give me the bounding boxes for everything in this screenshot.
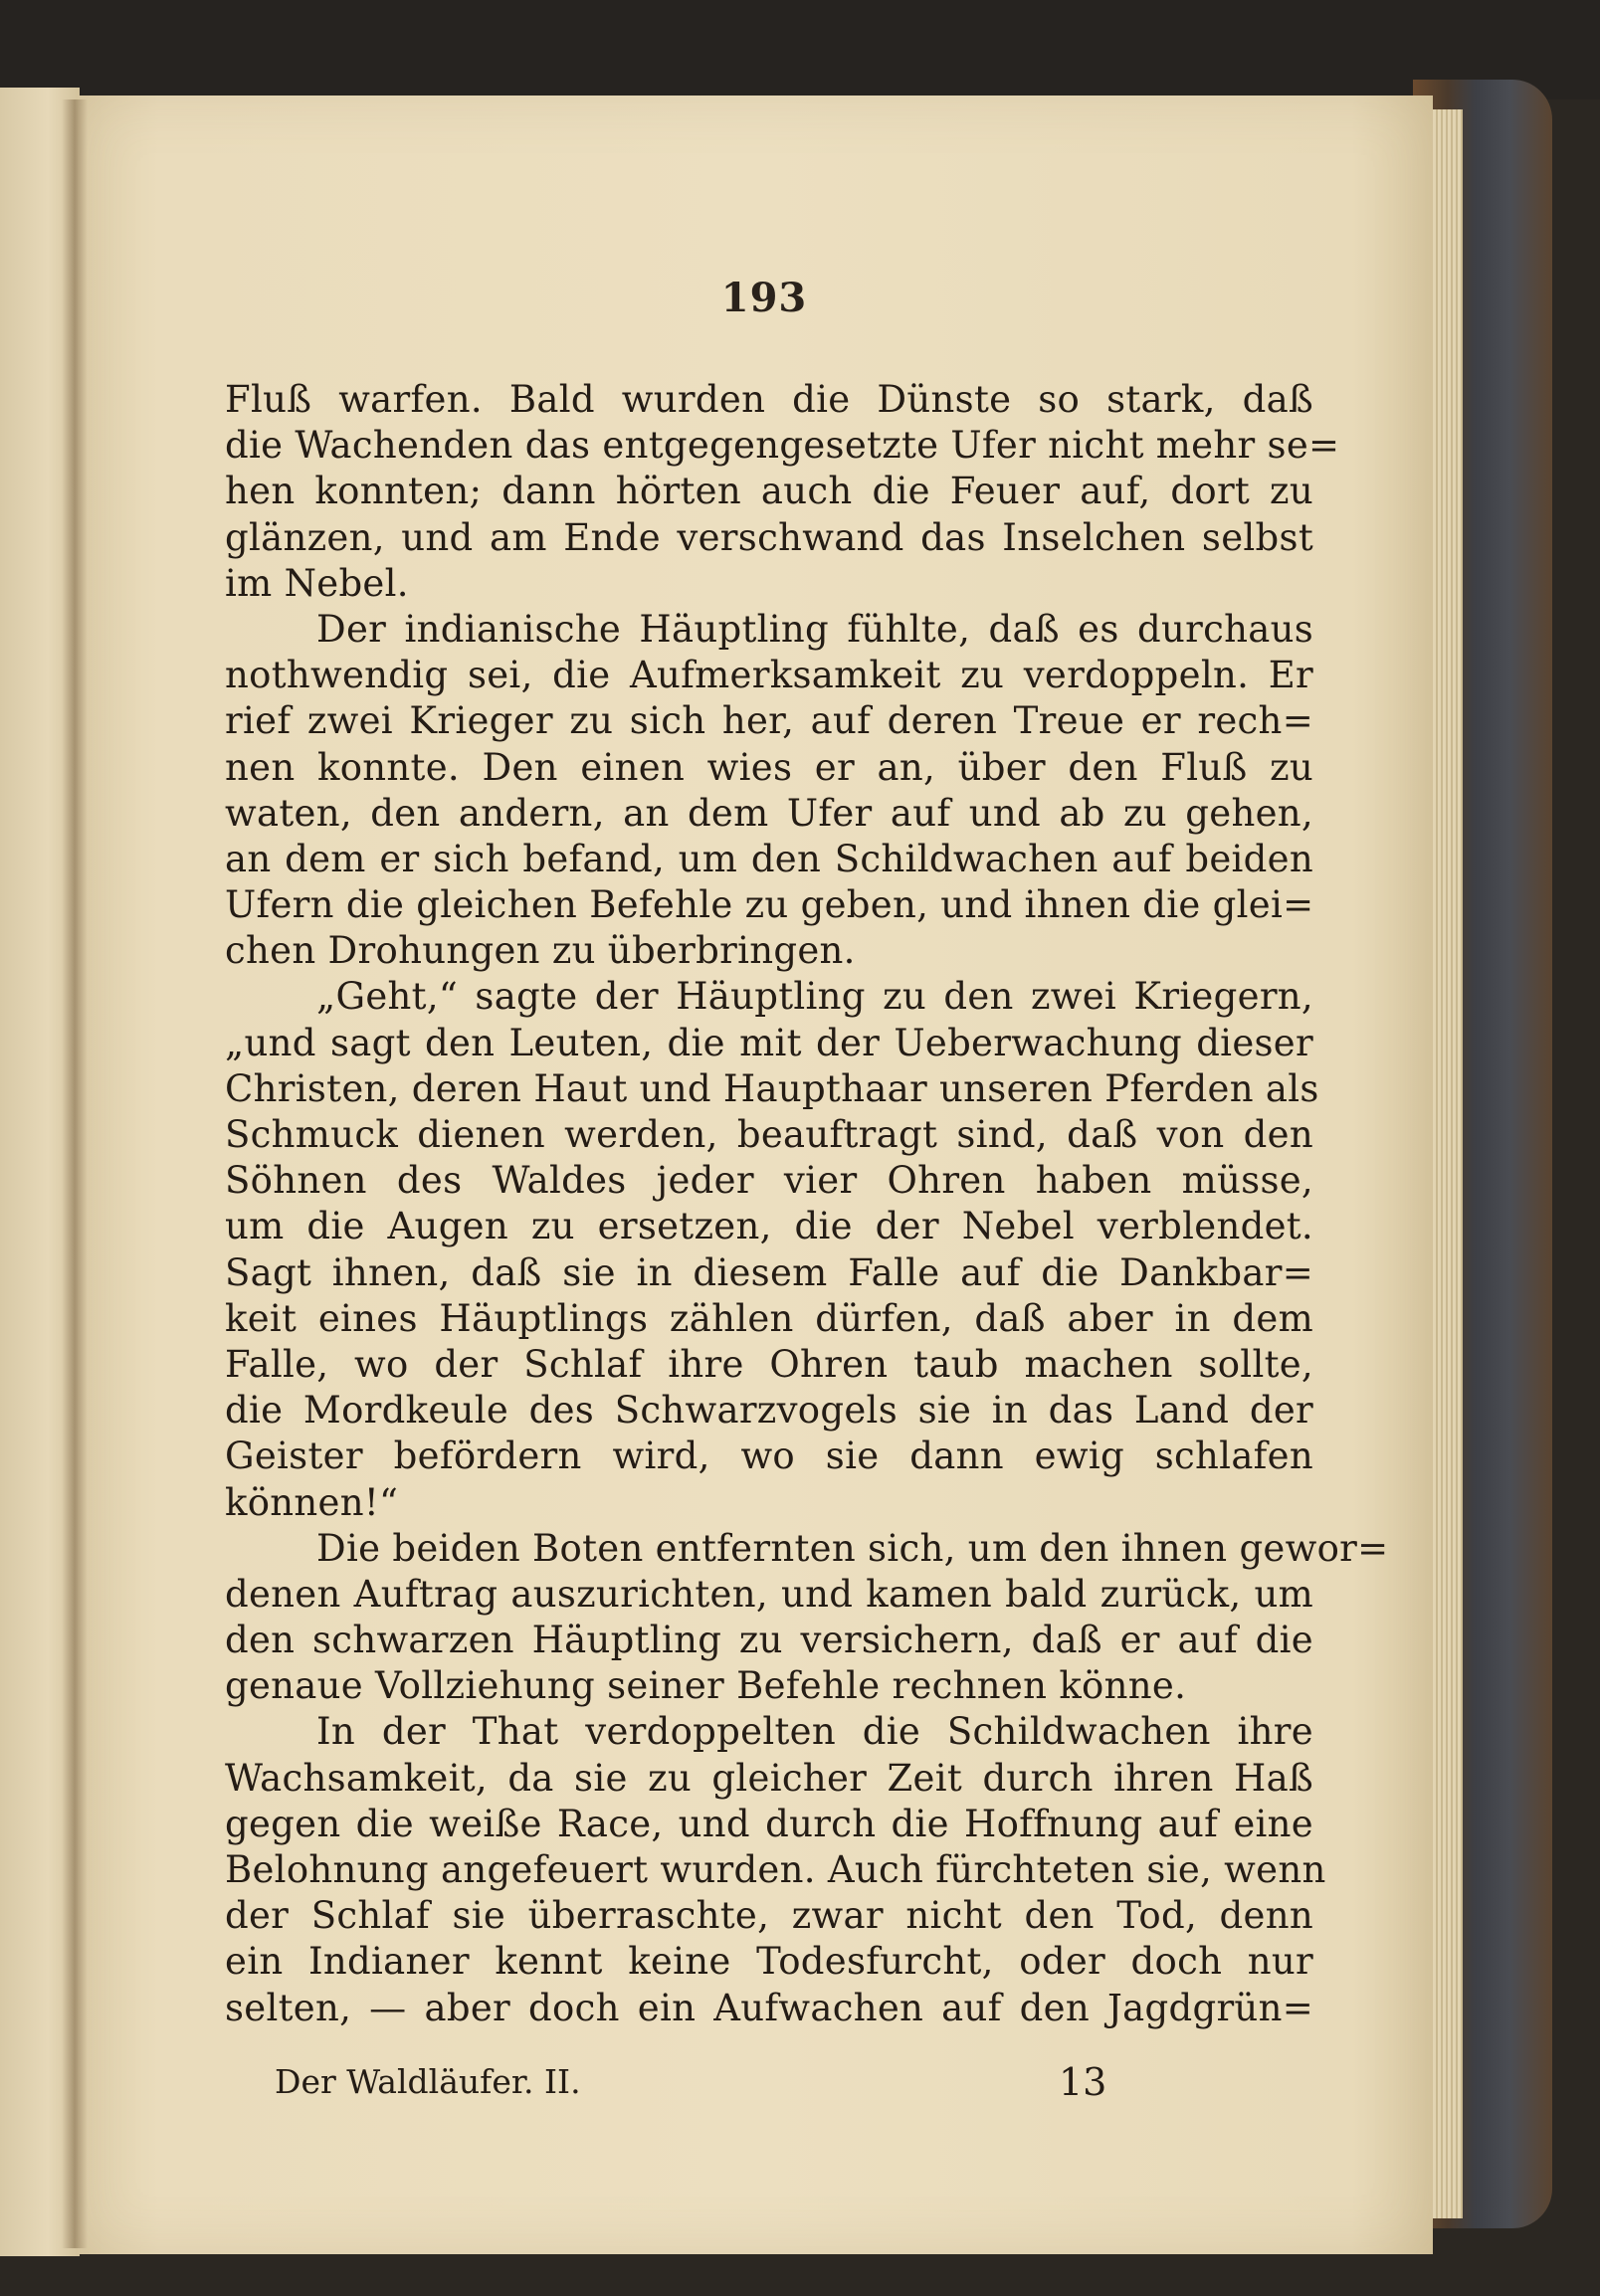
signature-mark: 13 bbox=[1059, 2060, 1107, 2104]
text-line: Geister befördern wird, wo sie dann ewig schlafen bbox=[225, 1435, 1313, 1478]
text-line: Belohnung angefeuert wurden. Auch fürchteten sie, wenn bbox=[225, 1848, 1326, 1891]
text-line: Falle, wo der Schlaf ihre Ohren taub machen sollte, bbox=[225, 1342, 1313, 1386]
text-line: gegen die weiße Race, und durch die Hoffnung auf eine bbox=[225, 1802, 1313, 1845]
page-footer bbox=[275, 2057, 1313, 2107]
page-text bbox=[225, 377, 1389, 2031]
text-line: können!“ bbox=[225, 1480, 399, 1524]
text-line: rief zwei Krieger zu sich her, auf deren Treue er rech= bbox=[225, 699, 1313, 743]
text-line: den schwarzen Häuptling zu versichern, daß er auf die bbox=[225, 1619, 1313, 1662]
text-line: Der indianische Häuptling fühlte, daß es durchaus bbox=[316, 607, 1313, 651]
text-line: genaue Vollziehung seiner Befehle rechnen könne. bbox=[225, 1664, 1187, 1708]
footer-title: Der Waldläufer. II. bbox=[275, 2062, 581, 2101]
book-gutter-shadow bbox=[62, 99, 88, 2248]
text-line: Die beiden Boten entfernten sich, um den ihnen gewor= bbox=[316, 1526, 1389, 1570]
text-line: nen konnte. Den einen wies er an, über den Fluß zu bbox=[225, 745, 1313, 789]
text-line: Ufern die gleichen Befehle zu geben, und ihnen die glei= bbox=[225, 883, 1314, 927]
text-line: die Wachenden das entgegengesetzte Ufer nicht mehr se= bbox=[225, 424, 1340, 468]
text-line: waten, den andern, an dem Ufer auf und ab zu gehen, bbox=[225, 791, 1313, 835]
text-line: chen Drohungen zu überbringen. bbox=[225, 929, 856, 973]
text-line: die Mordkeule des Schwarzvogels sie in das Land der bbox=[225, 1389, 1313, 1433]
text-line: Söhnen des Waldes jeder vier Ohren haben müsse, bbox=[225, 1159, 1313, 1203]
text-line: der Schlaf sie überraschte, zwar nicht den Tod, denn bbox=[225, 1894, 1313, 1938]
text-line: Schmuck dienen werden, beauftragt sind, daß von den bbox=[225, 1113, 1313, 1156]
text-line: Fluß warfen. Bald wurden die Dünste so stark, daß bbox=[225, 378, 1313, 421]
text-line: an dem er sich befand, um den Schildwachen auf beiden bbox=[225, 837, 1313, 880]
text-line: um die Augen zu ersetzen, die der Nebel verblendet. bbox=[225, 1205, 1313, 1248]
text-line: denen Auftrag auszurichten, und kamen bald zurück, um bbox=[225, 1572, 1313, 1616]
text-line: hen konnten; dann hörten auch die Feuer auf, dort zu bbox=[225, 470, 1313, 513]
text-line: glänzen, und am Ende verschwand das Inselchen selbst bbox=[225, 515, 1313, 559]
text-line: „und sagt den Leuten, die mit der Ueberwachung dieser bbox=[225, 1021, 1313, 1064]
background bbox=[0, 0, 1600, 99]
text-line: nothwendig sei, die Aufmerksamkeit zu verdoppeln. Er bbox=[225, 654, 1313, 697]
text-line: Wachsamkeit, da sie zu gleicher Zeit durch ihren Haß bbox=[225, 1756, 1313, 1800]
page-number: 193 bbox=[720, 275, 808, 321]
text-line: Sagt ihnen, daß sie in diesem Falle auf die Dankbar= bbox=[225, 1250, 1313, 1294]
text-line: im Nebel. bbox=[225, 561, 409, 605]
text-line: In der That verdoppelten die Schildwachen ihre bbox=[316, 1710, 1313, 1754]
text-line: ein Indianer kennt keine Todesfurcht, oder doch nur bbox=[225, 1940, 1313, 1984]
text-line: keit eines Häuptlings zählen dürfen, daß aber in dem bbox=[225, 1296, 1313, 1340]
book-page bbox=[78, 96, 1433, 2254]
text-line: selten, — aber doch ein Aufwachen auf den Jagdgrün= bbox=[225, 1986, 1313, 2029]
text-line: Christen, deren Haut und Haupthaar unseren Pferden als bbox=[225, 1066, 1319, 1110]
text-line: „Geht,“ sagte der Häuptling zu den zwei Kriegern, bbox=[316, 975, 1313, 1019]
